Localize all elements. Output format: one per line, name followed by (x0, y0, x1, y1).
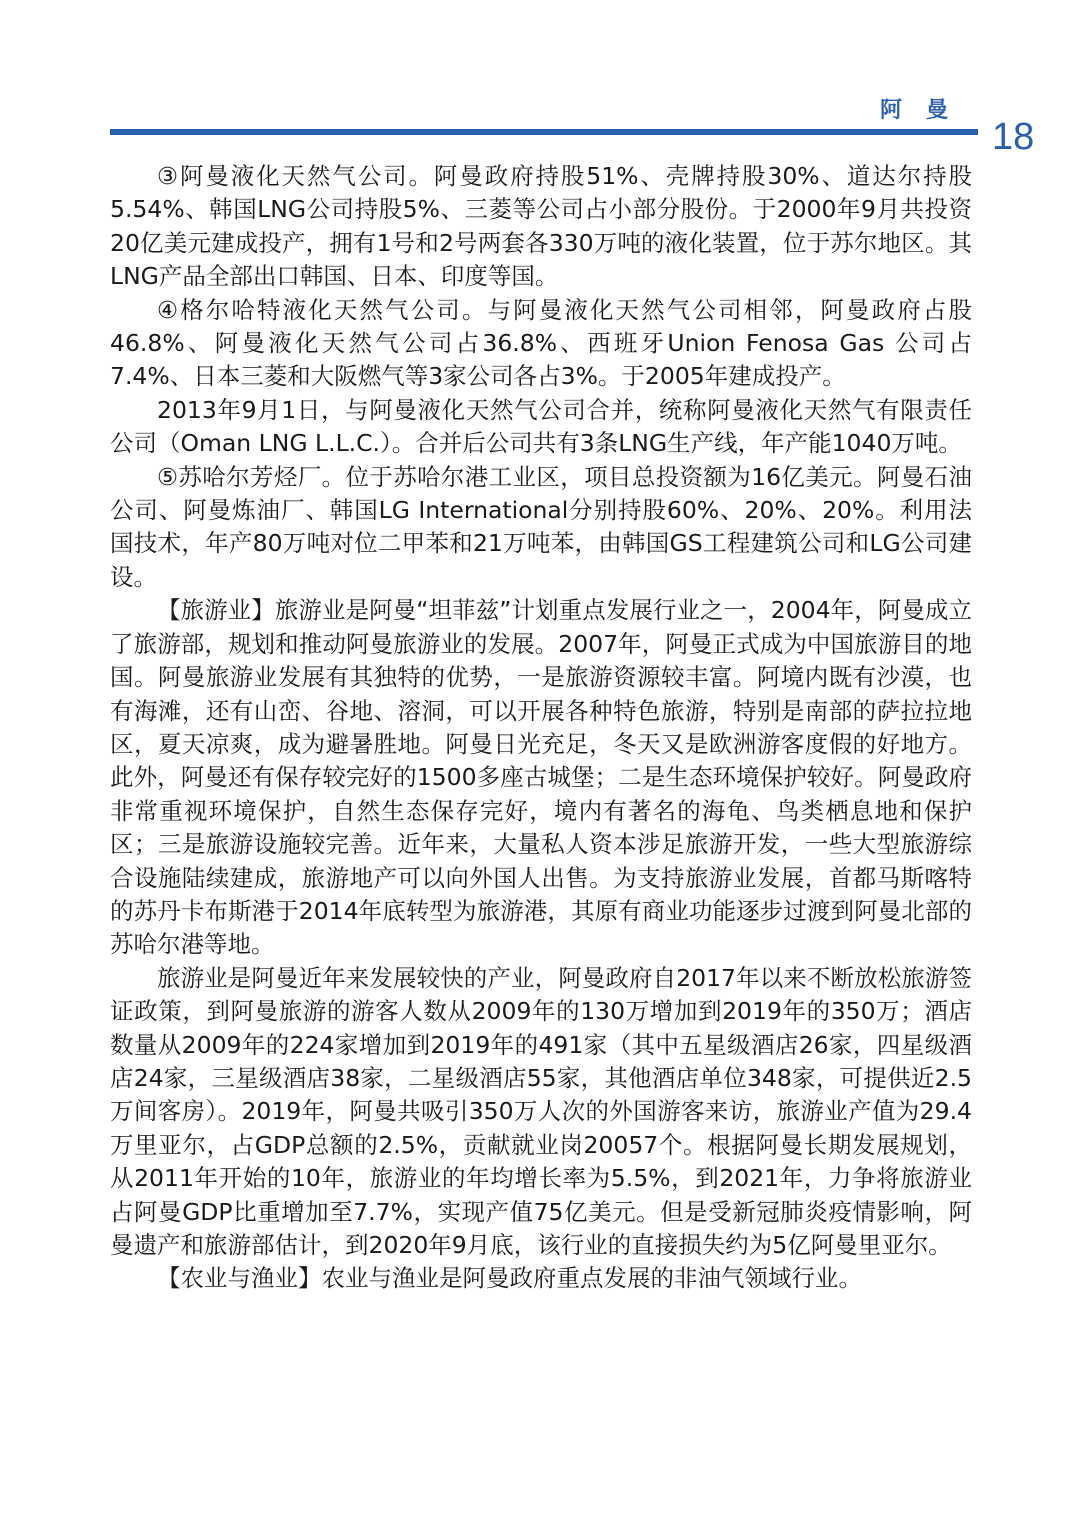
running-head-title: 阿曼 (879, 98, 972, 123)
paragraph-tourism: 【旅游业】旅游业是阿曼“坦菲兹”计划重点发展行业之一，2004年，阿曼成立了旅游部，规划和推动阿曼旅游业的发展。2007年，阿曼正式成为中国旅游目的地国。阿曼旅游业发展有其独特的优势，一是旅游资源较丰富。阿境内既有沙漠，也有海滩，还有山峦、谷地、溶洞，可以开展各种特色旅游，特别是南部的萨拉拉地区，夏天凉爽，成为避暑胜地。阿曼日光充足，冬天又是欧洲游客度假的好地方。此外，阿曼还有保存较完好的1500多座古城堡；二是生态环境保护较好。阿曼政府非常重视环境保护，自然生态保存完好，境内有著名的海龟、鸟类栖息地和保护区；三是旅游设施较完善。近年来，大量私人资本涉足旅游开发，一些大型旅游综合设施陆续建成，旅游地产可以向外国人出售。为支持旅游业发展，首都马斯喀特的苏丹卡布斯港于2014年底转型为旅游港，其原有商业功能逐步过渡到阿曼北部的苏哈尔港等地。 (110, 596, 972, 959)
paragraph-merger: 2013年9月1日，与阿曼液化天然气公司合并，统称阿曼液化天然气有限责任公司（Oman LNG L.L.C.）。合并后公司共有3条LNG生产线，年产能1040万吨。 (110, 395, 972, 458)
page-number: 18 (992, 116, 1035, 158)
header-rule (110, 129, 978, 135)
paragraph-oman-lng: ③阿曼液化天然气公司。阿曼政府持股51%、壳牌持股30%、道达尔持股5.54%、韩国LNG公司持股5%、三菱等公司占小部分股份。于2000年9月共投资20亿美元建成投产，拥有1号和2号两套各330万吨的液化装置，位于苏尔地区。其LNG产品全部出口韩国、日本、印度等国。 (110, 162, 972, 291)
body-text (110, 160, 972, 1296)
paragraph-qalhat-lng: ④格尔哈特液化天然气公司。与阿曼液化天然气公司相邻，阿曼政府占股46.8%、阿曼液化天然气公司占36.8%、西班牙Union Fenosa Gas 公司占7.4%、日本三菱和大阪燃气等3家公司各占3%。于2005年建成投产。 (110, 295, 972, 391)
paragraph-sohar-aromatics: ⑤苏哈尔芳烃厂。位于苏哈尔港工业区，项目总投资额为16亿美元。阿曼石油公司、阿曼炼油厂、韩国LG International分别持股60%、20%、20%。利用法国技术，年产80万吨对位二甲苯和21万吨苯，由韩国GS工程建筑公司和LG公司建设。 (110, 462, 972, 591)
paragraph-tourism-growth: 旅游业是阿曼近年来发展较快的产业，阿曼政府自2017年以来不断放松旅游签证政策，到阿曼旅游的游客人数从2009年的130万增加到2019年的350万；酒店数量从2009年的224家增加到2019年的491家（其中五星级酒店26家，四星级酒店24家，三星级酒店38家，二星级酒店55家，其他酒店单位348家，可提供近2.5万间客房）。2019年，阿曼共吸引350万人次的外国游客来访，旅游业产值为29.4万里亚尔，占GDP总额的2.5%，贡献就业岗20057个。根据阿曼长期发展规划，从2011年开始的10年，旅游业的年均增长率为5.5%，到2021年，力争将旅游业占阿曼GDP比重增加至7.7%，实现产值75亿美元。但是受新冠肺炎疫情影响，阿曼遗产和旅游部估计，到2020年9月底，该行业的直接损失约为5亿阿曼里亚尔。 (110, 963, 972, 1259)
paragraph-agriculture-fishery: 【农业与渔业】农业与渔业是阿曼政府重点发展的非油气领域行业。 (157, 1264, 862, 1293)
